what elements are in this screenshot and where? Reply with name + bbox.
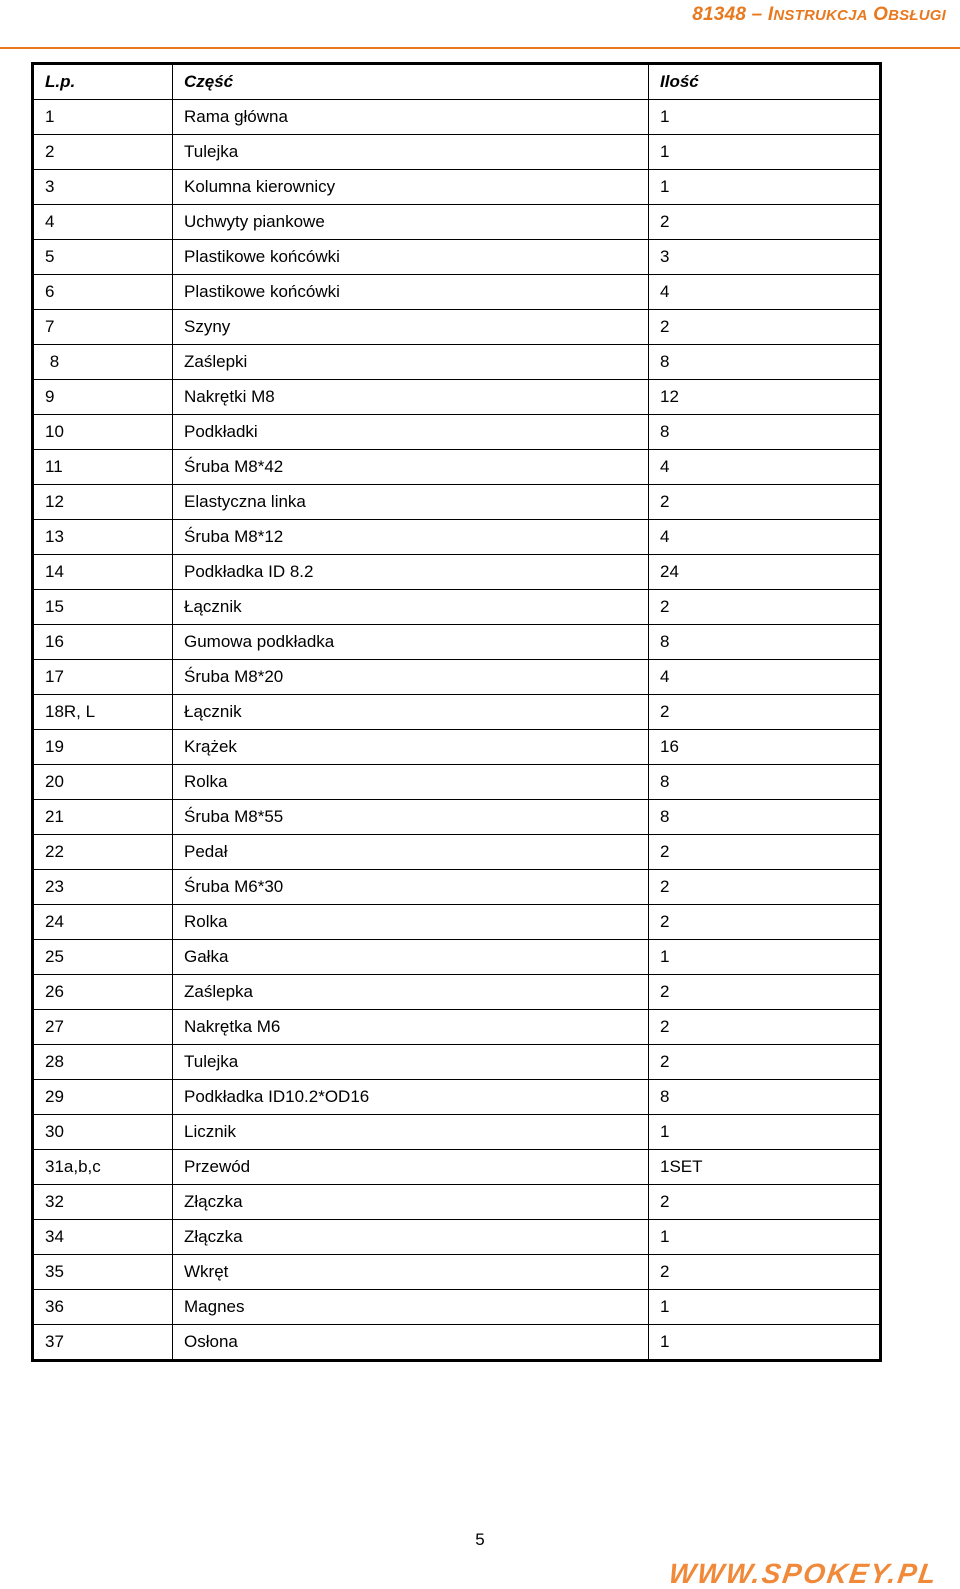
table-row — [33, 870, 881, 905]
cell-qty: 2 — [649, 975, 881, 1010]
table-row — [33, 975, 881, 1010]
cell-qty: 8 — [649, 800, 881, 835]
table-row — [33, 1010, 881, 1045]
cell-part: Licznik — [173, 1115, 649, 1150]
cell-part: Śruba M8*12 — [173, 520, 649, 555]
cell-qty: 2 — [649, 1045, 881, 1080]
cell-lp: 14 — [33, 555, 173, 590]
cell-part: Gumowa podkładka — [173, 625, 649, 660]
cell-part: Pedał — [173, 835, 649, 870]
table-row — [33, 800, 881, 835]
cell-lp: 28 — [33, 1045, 173, 1080]
cell-lp: 36 — [33, 1290, 173, 1325]
cell-qty: 12 — [649, 380, 881, 415]
cell-lp: 23 — [33, 870, 173, 905]
cell-qty: 2 — [649, 205, 881, 240]
table-row — [33, 1290, 881, 1325]
cell-part: Krążek — [173, 730, 649, 765]
cell-lp: 21 — [33, 800, 173, 835]
cell-qty: 2 — [649, 905, 881, 940]
parts-table-body — [33, 100, 881, 1361]
table-row — [33, 310, 881, 345]
cell-part: Elastyczna linka — [173, 485, 649, 520]
cell-qty: 8 — [649, 345, 881, 380]
title-dash: – — [751, 4, 763, 25]
cell-part: Śruba M8*55 — [173, 800, 649, 835]
cell-qty: 8 — [649, 625, 881, 660]
cell-qty: 2 — [649, 1010, 881, 1045]
cell-lp: 13 — [33, 520, 173, 555]
cell-part: Podkładki — [173, 415, 649, 450]
cell-lp: 6 — [33, 275, 173, 310]
table-row — [33, 835, 881, 870]
table-row — [33, 450, 881, 485]
cell-part: Złączka — [173, 1220, 649, 1255]
cell-lp: 17 — [33, 660, 173, 695]
table-row — [33, 1220, 881, 1255]
cell-part: Złączka — [173, 1185, 649, 1220]
product-code: 81348 — [692, 4, 747, 25]
cell-part: Szyny — [173, 310, 649, 345]
table-row — [33, 1115, 881, 1150]
table-row — [33, 1150, 881, 1185]
cell-qty: 24 — [649, 555, 881, 590]
cell-qty: 2 — [649, 590, 881, 625]
cell-lp: 24 — [33, 905, 173, 940]
cell-part: Wkręt — [173, 1255, 649, 1290]
cell-lp: 1 — [33, 100, 173, 135]
cell-qty: 8 — [649, 1080, 881, 1115]
cell-part: Zaślepki — [173, 345, 649, 380]
cell-lp: 11 — [33, 450, 173, 485]
cell-qty: 8 — [649, 765, 881, 800]
table-row — [33, 275, 881, 310]
table-row — [33, 415, 881, 450]
cell-part: Osłona — [173, 1325, 649, 1361]
spokey-logo: WWW.SPOKEY.PL — [667, 1558, 941, 1589]
cell-part: Nakrętka M6 — [173, 1010, 649, 1045]
cell-qty: 4 — [649, 450, 881, 485]
table-row — [33, 205, 881, 240]
cell-qty: 4 — [649, 275, 881, 310]
cell-lp: 37 — [33, 1325, 173, 1361]
cell-lp: 29 — [33, 1080, 173, 1115]
cell-part: Zaślepka — [173, 975, 649, 1010]
table-row — [33, 135, 881, 170]
cell-lp: 4 — [33, 205, 173, 240]
cell-qty: 1 — [649, 1325, 881, 1361]
cell-qty: 4 — [649, 520, 881, 555]
cell-part: Tulejka — [173, 135, 649, 170]
cell-lp: 15 — [33, 590, 173, 625]
cell-lp: 3 — [33, 170, 173, 205]
table-row — [33, 100, 881, 135]
cell-part: Rolka — [173, 765, 649, 800]
table-row — [33, 1325, 881, 1361]
cell-lp: 22 — [33, 835, 173, 870]
cell-qty: 3 — [649, 240, 881, 275]
document-title — [692, 4, 946, 26]
cell-qty: 1 — [649, 170, 881, 205]
table-header-row — [33, 64, 881, 100]
title-word2-rest: BSŁUGI — [888, 7, 946, 24]
cell-part: Uchwyty piankowe — [173, 205, 649, 240]
table-row — [33, 625, 881, 660]
cell-lp: 10 — [33, 415, 173, 450]
title-word1-rest: NSTRUKCJA — [773, 7, 868, 24]
cell-lp: 2 — [33, 135, 173, 170]
cell-lp: 25 — [33, 940, 173, 975]
cell-qty: 1 — [649, 1290, 881, 1325]
header-part: Część — [173, 64, 649, 100]
cell-qty: 2 — [649, 1185, 881, 1220]
cell-qty: 8 — [649, 415, 881, 450]
cell-part: Łącznik — [173, 590, 649, 625]
table-row — [33, 380, 881, 415]
cell-qty: 1 — [649, 100, 881, 135]
table-row — [33, 765, 881, 800]
parts-table — [31, 62, 882, 1362]
cell-lp: 30 — [33, 1115, 173, 1150]
cell-lp: 16 — [33, 625, 173, 660]
table-row — [33, 1255, 881, 1290]
cell-part: Przewód — [173, 1150, 649, 1185]
cell-qty: 2 — [649, 310, 881, 345]
table-row — [33, 1185, 881, 1220]
cell-lp: 8 — [33, 345, 173, 380]
cell-lp: 34 — [33, 1220, 173, 1255]
cell-qty: 2 — [649, 695, 881, 730]
cell-part: Podkładka ID 8.2 — [173, 555, 649, 590]
table-row — [33, 345, 881, 380]
cell-lp: 7 — [33, 310, 173, 345]
cell-qty: 2 — [649, 870, 881, 905]
cell-qty: 1 — [649, 135, 881, 170]
cell-lp: 20 — [33, 765, 173, 800]
cell-qty: 1 — [649, 1115, 881, 1150]
cell-qty: 2 — [649, 485, 881, 520]
table-row — [33, 1045, 881, 1080]
title-word2-initial: O — [873, 4, 889, 25]
cell-lp: 31a,b,c — [33, 1150, 173, 1185]
header-divider — [0, 47, 960, 49]
cell-lp: 32 — [33, 1185, 173, 1220]
header-lp: L.p. — [33, 64, 173, 100]
cell-lp: 12 — [33, 485, 173, 520]
cell-qty: 1 — [649, 1220, 881, 1255]
cell-part: Rama główna — [173, 100, 649, 135]
cell-part: Łącznik — [173, 695, 649, 730]
cell-lp: 27 — [33, 1010, 173, 1045]
cell-lp: 5 — [33, 240, 173, 275]
table-row — [33, 520, 881, 555]
table-row — [33, 905, 881, 940]
cell-part: Podkładka ID10.2*OD16 — [173, 1080, 649, 1115]
table-row — [33, 730, 881, 765]
cell-part: Nakrętki M8 — [173, 380, 649, 415]
header-qty: Ilość — [649, 64, 881, 100]
cell-qty: 1 — [649, 940, 881, 975]
cell-part: Plastikowe końcówki — [173, 240, 649, 275]
table-row — [33, 940, 881, 975]
table-row — [33, 660, 881, 695]
table-row — [33, 590, 881, 625]
cell-lp: 26 — [33, 975, 173, 1010]
cell-part: Magnes — [173, 1290, 649, 1325]
cell-qty: 2 — [649, 1255, 881, 1290]
cell-qty: 4 — [649, 660, 881, 695]
cell-qty: 1SET — [649, 1150, 881, 1185]
cell-lp: 18R, L — [33, 695, 173, 730]
cell-part: Kolumna kierownicy — [173, 170, 649, 205]
cell-part: Śruba M6*30 — [173, 870, 649, 905]
table-row — [33, 240, 881, 275]
cell-part: Tulejka — [173, 1045, 649, 1080]
cell-lp: 9 — [33, 380, 173, 415]
cell-part: Rolka — [173, 905, 649, 940]
table-row — [33, 485, 881, 520]
cell-lp: 19 — [33, 730, 173, 765]
title-word1-initial: I — [767, 4, 774, 25]
cell-qty: 2 — [649, 835, 881, 870]
table-row — [33, 170, 881, 205]
table-row — [33, 555, 881, 590]
cell-part: Śruba M8*42 — [173, 450, 649, 485]
cell-lp: 35 — [33, 1255, 173, 1290]
table-row — [33, 1080, 881, 1115]
page-number: 5 — [475, 1530, 485, 1549]
cell-qty: 16 — [649, 730, 881, 765]
cell-part: Plastikowe końcówki — [173, 275, 649, 310]
cell-part: Śruba M8*20 — [173, 660, 649, 695]
table-row — [33, 695, 881, 730]
cell-part: Gałka — [173, 940, 649, 975]
